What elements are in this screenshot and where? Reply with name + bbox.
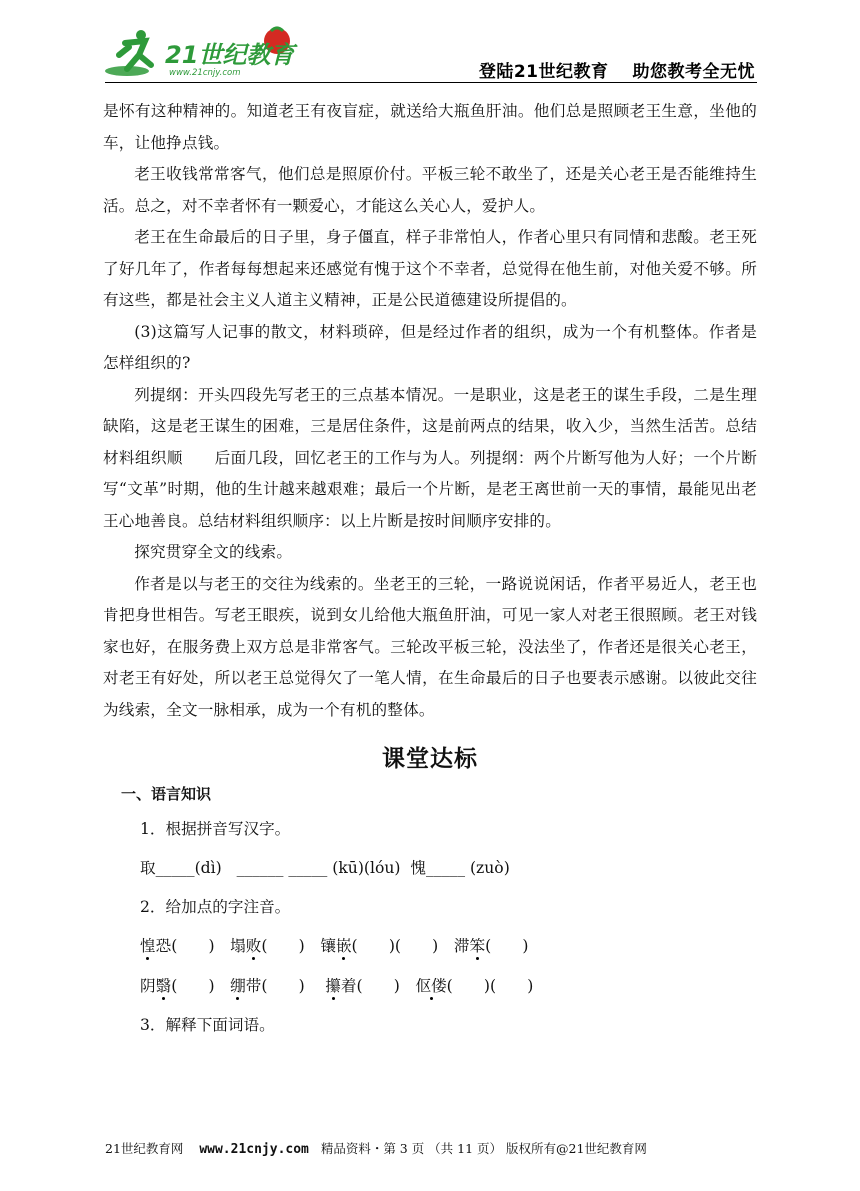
header-divider (105, 82, 757, 83)
page-header (105, 25, 757, 83)
word-text: 阴 (140, 977, 156, 995)
word-text: 镶 (320, 937, 336, 955)
answer-blank: ( )( ) (446, 977, 534, 995)
dotted-character: 嵌 (335, 937, 352, 955)
paragraph: 老王在生命最后的日子里，身子僵直，样子非常怕人，作者心里只有同情和悲酸。老王死了好几年了，作者每每想起来还感觉有愧于这个不幸者，总觉得在他生前，对他关爱不够。所有这些，都是社会主义人道主义精神，正是公民道德建设所提倡的。 (103, 228, 757, 309)
slogan-right: 助您教考全无忧 (632, 62, 755, 82)
question-2-row-2 (140, 966, 757, 1006)
section-title: 课堂达标 (382, 746, 478, 772)
page-content (103, 96, 757, 1044)
answer-blank: 带( ) (245, 977, 326, 995)
question-2-row-1 (140, 926, 757, 966)
svg-text:21世纪教育: 21世纪教育 (165, 41, 295, 69)
paragraph: (3)这篇写人记事的散文，材料琐碎，但是经过作者的组织，成为一个有机整体。作者是怎样组织的? (103, 322, 757, 372)
page-footer (105, 1139, 757, 1157)
answer-blank: ( ) (261, 937, 321, 955)
svg-text:www.21cnjy.com: www.21cnjy.com (169, 68, 241, 78)
dotted-character: 伛偻 (415, 977, 447, 995)
answer-blank: ( ) (485, 937, 529, 955)
footer-page-info: 精品资料・第 3 页 （共 11 页） 版权所有@21世纪教育网 (320, 1141, 647, 1156)
dotted-character: 攥 (325, 977, 341, 995)
dotted-character: 惶 (140, 937, 156, 955)
paragraph: 探究贯穿全文的线索。 (134, 543, 293, 561)
dotted-character: 败 (245, 937, 262, 955)
footer-site: 21世纪教育网 (105, 1141, 184, 1156)
header-slogan (479, 57, 755, 82)
word-text: 塌 (230, 937, 246, 955)
question-2: 2．给加点的字注音。 (140, 898, 291, 916)
paragraph: 是怀有这种精神的。知道老王有夜盲症，就送给大瓶鱼肝油。他们总是照顾老王生意，坐他的车，让他挣点钱。 (103, 102, 757, 152)
question-1: 1．根据拼音写汉字。 (140, 820, 291, 838)
answer-blank: ( )( ) (351, 937, 454, 955)
paragraph: 老王收钱常常客气，他们总是照原价付。平板三轮不敢坐了，还是关心老王是否能维持生活。总之，对不幸者怀有一颗爱心，才能这么关心人，爱护人。 (103, 165, 757, 215)
answer-blank: ( ) (171, 977, 231, 995)
paragraph: 列提纲：开头四段先写老王的三点基本情况。一是职业，这是老王的谋生手段，二是生理缺陷，这是老王谋生的困难，三是居住条件，这是前两点的结果，收入少，当然生活苦。总结材料组织顺 后面几段，回忆老王的工作与为人。列提纲：两个片断写他为人好；一个片断写“文革”时期，他的生计越来越艰难；最后一个片断，是老王离世前一天的事情，最能见出老王心地善良。总结材料组织顺序：以上片断是按时间顺序安排的。 (103, 385, 757, 530)
section-subheading: 一、语言知识 (121, 785, 212, 803)
21cnjy-logo (105, 25, 305, 81)
answer-blank: 着( ) (340, 977, 416, 995)
word-text: 滞 (453, 937, 470, 955)
answer-blank: 恐( ) (155, 937, 231, 955)
dotted-character: 绷 (230, 977, 246, 995)
paragraph: 作者是以与老王的交往为线索的。坐老王的三轮，一路说说闲话，作者平易近人，老王也肯把身世相告。写老王眼疾，说到女儿给他大瓶鱼肝油，可见一家人对老王很照顾。老王对钱家也好，在服务费上双方总是非常客气。三轮改平板三轮，没法坐了，作者还是很关心老王，对老王有好处，所以老王总觉得欠了一笔人情，在生命最后的日子也要表示感谢。以彼此交往为线索，全文一脉相承，成为一个有机的整体。 (103, 574, 757, 719)
dotted-character: 笨 (469, 937, 486, 955)
article-body (103, 96, 757, 726)
slogan-left: 登陆21世纪教育 (478, 62, 609, 82)
dotted-character: 翳 (155, 977, 172, 995)
question-1-answer-row: 取_____(dì) ______ _____ (kū)(lóu) 愧_____ (zuò) (140, 859, 510, 877)
footer-url: www.21cnjy.com (199, 1142, 309, 1157)
question-3: 3．解释下面词语。 (140, 1016, 275, 1034)
